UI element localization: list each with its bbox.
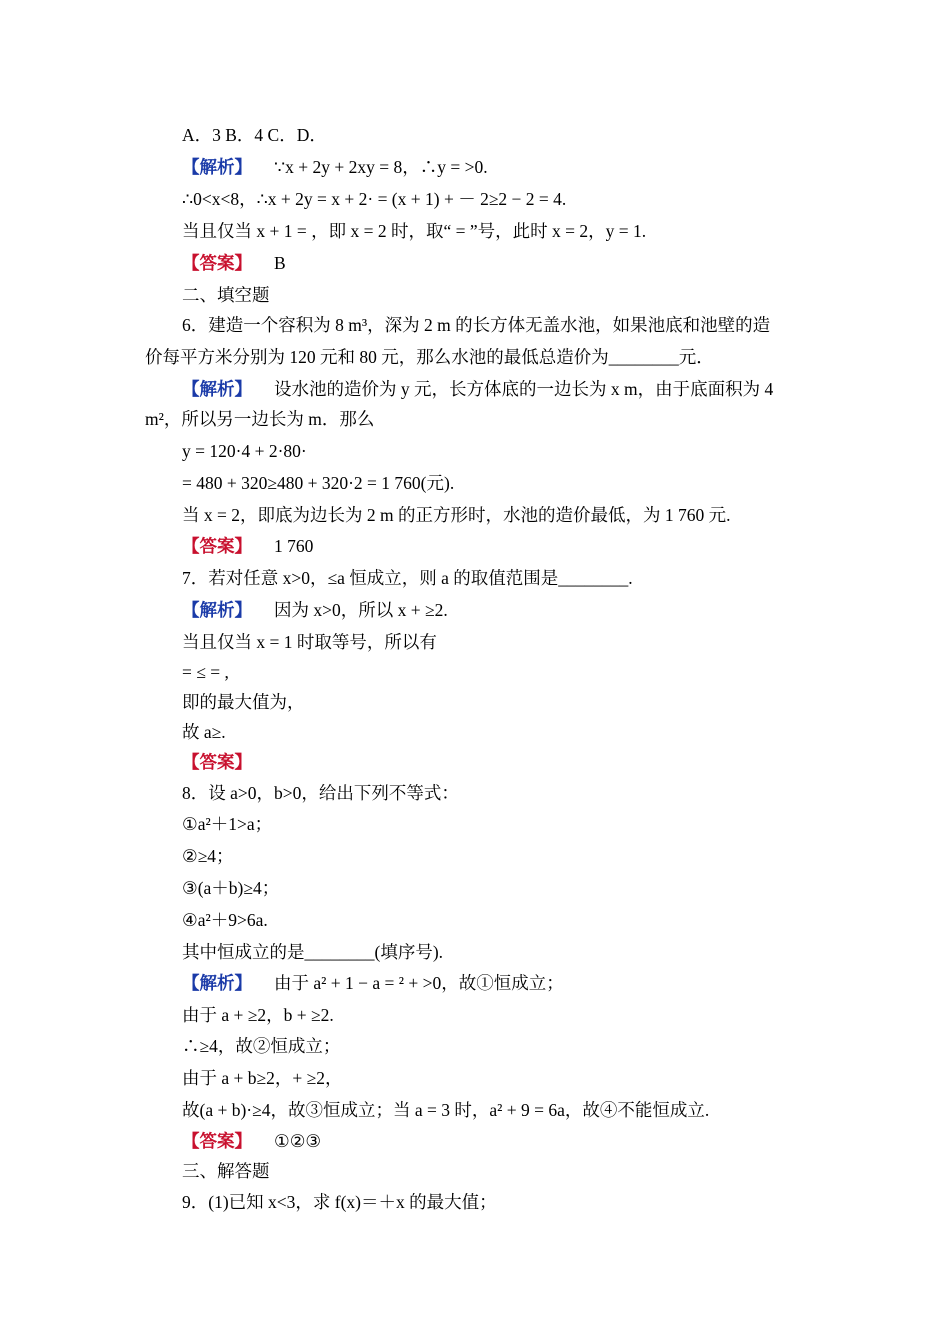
q8-analysis-line3: ∴≥4，故②恒成立； bbox=[182, 1036, 341, 1056]
analysis-label: 【解析】 bbox=[182, 157, 252, 177]
q6-stem-line2: 价每平方米分别为 120 元和 80 元，那么水池的最低总造价为________元． bbox=[145, 347, 714, 367]
analysis-text: 因为 x>0，所以 x + ≥2. bbox=[274, 600, 448, 620]
q5-analysis-line1 bbox=[182, 152, 810, 182]
answer-label: 【答案】 bbox=[182, 1131, 252, 1151]
answer-text: B bbox=[274, 253, 286, 273]
q6-analysis-line1 bbox=[182, 374, 810, 404]
q7-answer bbox=[182, 747, 810, 777]
q6-analysis-line3: y = 120·4 + 2·80· bbox=[182, 441, 307, 461]
q5-analysis-line3: 当且仅当 x + 1 = ，即 x = 2 时，取“ = ”号，此时 x = 2，y = 1. bbox=[182, 221, 647, 241]
analysis-label: 【解析】 bbox=[182, 600, 252, 620]
answer-text: 1 760 bbox=[274, 536, 314, 556]
q9-stem: 9．(1)已知 x<3，求 f(x)＝＋x 的最大值； bbox=[182, 1192, 497, 1212]
q7-analysis-line4: 即的最大值为， bbox=[182, 692, 305, 712]
q5-answer bbox=[182, 248, 810, 278]
q8-option-4: ④a²＋9>6a. bbox=[182, 910, 268, 930]
q7-analysis-line1 bbox=[182, 595, 810, 625]
q7-stem: 7．若对任意 x>0，≤a 恒成立，则 a 的取值范围是________. bbox=[182, 568, 633, 588]
answer-text: ①②③ bbox=[274, 1131, 322, 1151]
analysis-label: 【解析】 bbox=[182, 973, 252, 993]
answer-label: 【答案】 bbox=[182, 536, 252, 556]
q8-analysis-line2: 由于 a + ≥2，b + ≥2. bbox=[182, 1005, 334, 1025]
q7-analysis-line5: 故 a≥. bbox=[182, 722, 226, 742]
analysis-text: 由于 a² + 1 − a = ² + >0，故①恒成立； bbox=[274, 973, 564, 993]
analysis-text: 设水池的造价为 y 元，长方体底的一边长为 x m，由于底面积为 4 bbox=[274, 379, 774, 399]
q8-analysis-line5: 故(a + b)·≥4，故③恒成立；当 a = 3 时，a² + 9 = 6a，故④不能恒成立. bbox=[182, 1100, 710, 1120]
q8-option-2: ②≥4； bbox=[182, 846, 234, 866]
q6-stem-line1: 6．建造一个容积为 8 m³，深为 2 m 的长方体无盖水池，如果池底和池壁的造 bbox=[182, 315, 771, 335]
q7-analysis-line2: 当且仅当 x = 1 时取等号，所以有 bbox=[182, 632, 437, 652]
answer-label: 【答案】 bbox=[182, 752, 252, 772]
q8-analysis-line4: 由于 a + b≥2，+ ≥2， bbox=[182, 1068, 343, 1088]
answer-label: 【答案】 bbox=[182, 253, 252, 273]
q8-question: 其中恒成立的是________(填序号). bbox=[182, 942, 444, 962]
q5-analysis-line2: ∴0<x<8，∴x + 2y = x + 2· = (x + 1) + － 2≥2 − 2 = 4. bbox=[182, 189, 567, 209]
q6-analysis-line4: = 480 + 320≥480 + 320·2 = 1 760(元). bbox=[182, 473, 455, 493]
q6-analysis-line2: m²，所以另一边长为 m．那么 bbox=[145, 409, 375, 429]
section-solve-heading: 三、解答题 bbox=[182, 1161, 270, 1181]
q7-analysis-line3: = ≤ = , bbox=[182, 662, 229, 682]
analysis-text: ∵x + 2y + 2xy = 8，∴y = >0. bbox=[274, 157, 488, 177]
q6-analysis-line5: 当 x = 2，即底为边长为 2 m 的正方形时，水池的造价最低，为 1 760 元. bbox=[182, 505, 731, 525]
q8-stem: 8．设 a>0，b>0，给出下列不等式： bbox=[182, 783, 459, 803]
q8-option-3: ③(a＋b)≥4； bbox=[182, 878, 280, 898]
section-fill-blank-heading: 二、填空题 bbox=[182, 285, 270, 305]
q5-options: A．3 B．4 C．D． bbox=[182, 125, 327, 145]
analysis-label: 【解析】 bbox=[182, 379, 252, 399]
q6-answer bbox=[182, 531, 810, 561]
q8-answer bbox=[182, 1126, 810, 1156]
q8-analysis-line1 bbox=[182, 968, 810, 998]
q8-option-1: ①a²＋1>a； bbox=[182, 814, 273, 834]
